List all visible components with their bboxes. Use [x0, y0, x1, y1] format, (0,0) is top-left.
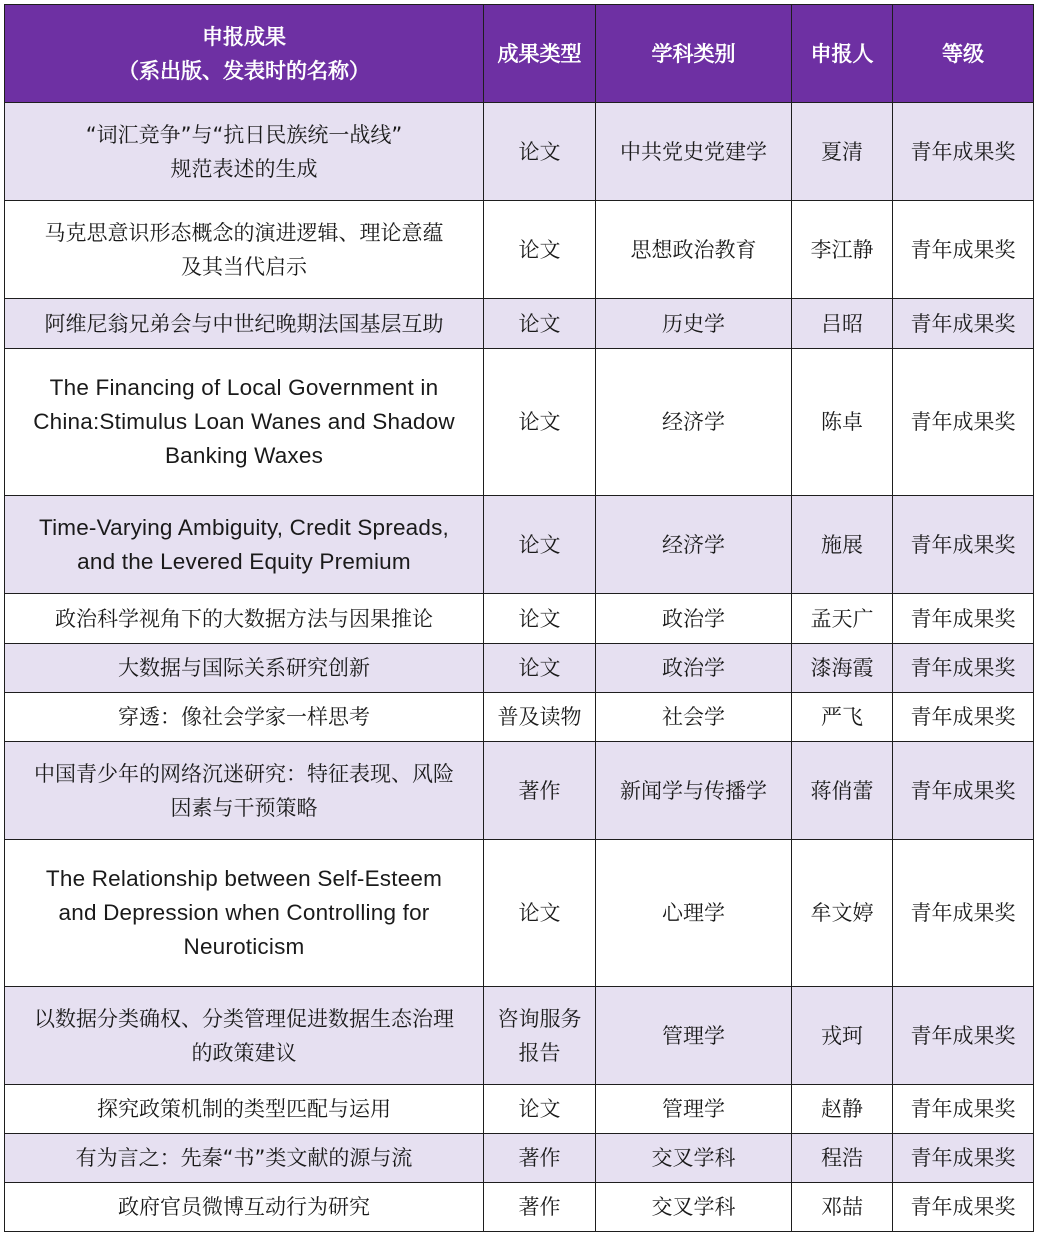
cell-type: 著作 — [484, 1183, 596, 1232]
cell-grade: 青年成果奖 — [893, 1134, 1034, 1183]
cell-applicant: 程浩 — [792, 1134, 893, 1183]
cell-title — [5, 103, 484, 201]
cell-title-line: 阿维尼翁兄弟会与中世纪晚期法国基层互助 — [44, 311, 444, 336]
cell-title — [5, 693, 484, 742]
cell-applicant: 夏清 — [792, 103, 893, 201]
cell-title — [5, 349, 484, 496]
cell-title-line: Time-Varying Ambiguity, Credit Spreads, — [38, 514, 450, 540]
header-discipline: 学科类别 — [596, 5, 792, 103]
cell-type: 著作 — [484, 742, 596, 840]
cell-grade: 青年成果奖 — [893, 201, 1034, 299]
cell-applicant: 赵静 — [792, 1085, 893, 1134]
cell-discipline: 管理学 — [596, 987, 792, 1085]
cell-title-line: Neuroticism — [183, 934, 305, 959]
table-row — [5, 644, 1034, 693]
cell-grade: 青年成果奖 — [893, 840, 1034, 987]
cell-title-line: 大数据与国际关系研究创新 — [118, 656, 370, 680]
cell-grade: 青年成果奖 — [893, 103, 1034, 201]
cell-title-line: and Depression when Controlling for — [58, 900, 430, 925]
cell-title-line: 政府官员微博互动行为研究 — [118, 1195, 370, 1219]
cell-title — [5, 594, 484, 644]
cell-discipline: 经济学 — [596, 349, 792, 496]
cell-title-line: 探究政策机制的类型匹配与运用 — [97, 1097, 391, 1121]
table-row — [5, 1085, 1034, 1134]
cell-title — [5, 299, 484, 349]
header-grade: 等级 — [893, 5, 1034, 103]
awards-table — [4, 4, 1034, 1232]
cell-title-line: 中国青少年的网络沉迷研究：特征表现、风险 — [34, 761, 454, 786]
table-row — [5, 840, 1034, 987]
table-row — [5, 1183, 1034, 1232]
header-type: 成果类型 — [484, 5, 596, 103]
cell-title — [5, 987, 484, 1085]
cell-grade: 青年成果奖 — [893, 987, 1034, 1085]
cell-title-line: The Relationship between Self-Esteem — [45, 866, 443, 891]
cell-applicant: 孟天广 — [792, 594, 893, 644]
cell-applicant: 蒋俏蕾 — [792, 742, 893, 840]
cell-discipline: 思想政治教育 — [596, 201, 792, 299]
cell-discipline: 交叉学科 — [596, 1134, 792, 1183]
cell-applicant: 吕昭 — [792, 299, 893, 349]
cell-grade: 青年成果奖 — [893, 742, 1034, 840]
cell-applicant: 戎珂 — [792, 987, 893, 1085]
cell-applicant: 施展 — [792, 496, 893, 594]
table-body — [5, 103, 1034, 1232]
cell-type: 论文 — [484, 349, 596, 496]
cell-grade: 青年成果奖 — [893, 693, 1034, 742]
cell-applicant: 漆海霞 — [792, 644, 893, 693]
table-row — [5, 742, 1034, 840]
table-row — [5, 103, 1034, 201]
cell-title-line: 有为言之：先秦“书”类文献的源与流 — [75, 1146, 413, 1170]
cell-discipline: 历史学 — [596, 299, 792, 349]
cell-applicant: 邓喆 — [792, 1183, 893, 1232]
cell-grade: 青年成果奖 — [893, 299, 1034, 349]
cell-title-line: 因素与干预策略 — [170, 795, 318, 820]
cell-type: 著作 — [484, 1134, 596, 1183]
table-header-row — [5, 5, 1034, 103]
cell-grade: 青年成果奖 — [893, 496, 1034, 594]
table-row — [5, 594, 1034, 644]
cell-title — [5, 742, 484, 840]
header-title-line2: （系出版、发表时的名称） — [118, 58, 370, 83]
cell-discipline: 心理学 — [596, 840, 792, 987]
cell-discipline: 中共党史党建学 — [596, 103, 792, 201]
cell-type: 论文 — [484, 103, 596, 201]
cell-title-line: 穿透：像社会学家一样思考 — [118, 705, 370, 729]
cell-discipline: 交叉学科 — [596, 1183, 792, 1232]
cell-title-line: 政治科学视角下的大数据方法与因果推论 — [55, 606, 433, 631]
cell-title-line: China:Stimulus Loan Wanes and Shadow — [33, 409, 455, 434]
cell-title-line: 规范表述的生成 — [170, 156, 318, 181]
cell-discipline: 政治学 — [596, 644, 792, 693]
cell-title-line: Banking Waxes — [164, 443, 324, 468]
table-row — [5, 349, 1034, 496]
cell-type: 论文 — [484, 201, 596, 299]
cell-discipline: 政治学 — [596, 594, 792, 644]
cell-title — [5, 644, 484, 693]
cell-title-line: 的政策建议 — [191, 1040, 297, 1065]
cell-type: 论文 — [484, 840, 596, 987]
cell-type: 普及读物 — [484, 693, 596, 742]
cell-applicant: 严飞 — [792, 693, 893, 742]
header-title-line1: 申报成果 — [202, 24, 286, 49]
cell-type: 论文 — [484, 299, 596, 349]
cell-type: 论文 — [484, 496, 596, 594]
table-row — [5, 693, 1034, 742]
cell-applicant: 牟文婷 — [792, 840, 893, 987]
cell-title — [5, 496, 484, 594]
header-applicant: 申报人 — [792, 5, 893, 103]
cell-title-line: and the Levered Equity Premium — [77, 548, 411, 574]
cell-title — [5, 1085, 484, 1134]
cell-type: 咨询服务报告 — [484, 987, 596, 1085]
cell-discipline: 经济学 — [596, 496, 792, 594]
cell-title-line: The Financing of Local Government in — [49, 375, 439, 400]
cell-title-line: 以数据分类确权、分类管理促进数据生态治理 — [34, 1006, 454, 1031]
cell-title-line: 及其当代启示 — [181, 254, 307, 279]
cell-title-line: “词汇竞争”与“抗日民族统一战线” — [85, 122, 403, 147]
cell-type: 论文 — [484, 644, 596, 693]
cell-applicant: 李江静 — [792, 201, 893, 299]
cell-title — [5, 840, 484, 987]
cell-title — [5, 201, 484, 299]
cell-grade: 青年成果奖 — [893, 1085, 1034, 1134]
cell-title — [5, 1134, 484, 1183]
table-row — [5, 496, 1034, 594]
table-row — [5, 299, 1034, 349]
cell-discipline: 新闻学与传播学 — [596, 742, 792, 840]
cell-discipline: 社会学 — [596, 693, 792, 742]
cell-type: 论文 — [484, 1085, 596, 1134]
cell-title-line: 马克思意识形态概念的演进逻辑、理论意蕴 — [44, 220, 444, 245]
header-title — [5, 5, 484, 103]
cell-applicant: 陈卓 — [792, 349, 893, 496]
cell-grade: 青年成果奖 — [893, 594, 1034, 644]
cell-type: 论文 — [484, 594, 596, 644]
awards-table-container — [4, 4, 1033, 1232]
table-row — [5, 987, 1034, 1085]
cell-grade: 青年成果奖 — [893, 1183, 1034, 1232]
cell-discipline: 管理学 — [596, 1085, 792, 1134]
cell-grade: 青年成果奖 — [893, 644, 1034, 693]
cell-title — [5, 1183, 484, 1232]
cell-grade: 青年成果奖 — [893, 349, 1034, 496]
table-row — [5, 201, 1034, 299]
table-row — [5, 1134, 1034, 1183]
